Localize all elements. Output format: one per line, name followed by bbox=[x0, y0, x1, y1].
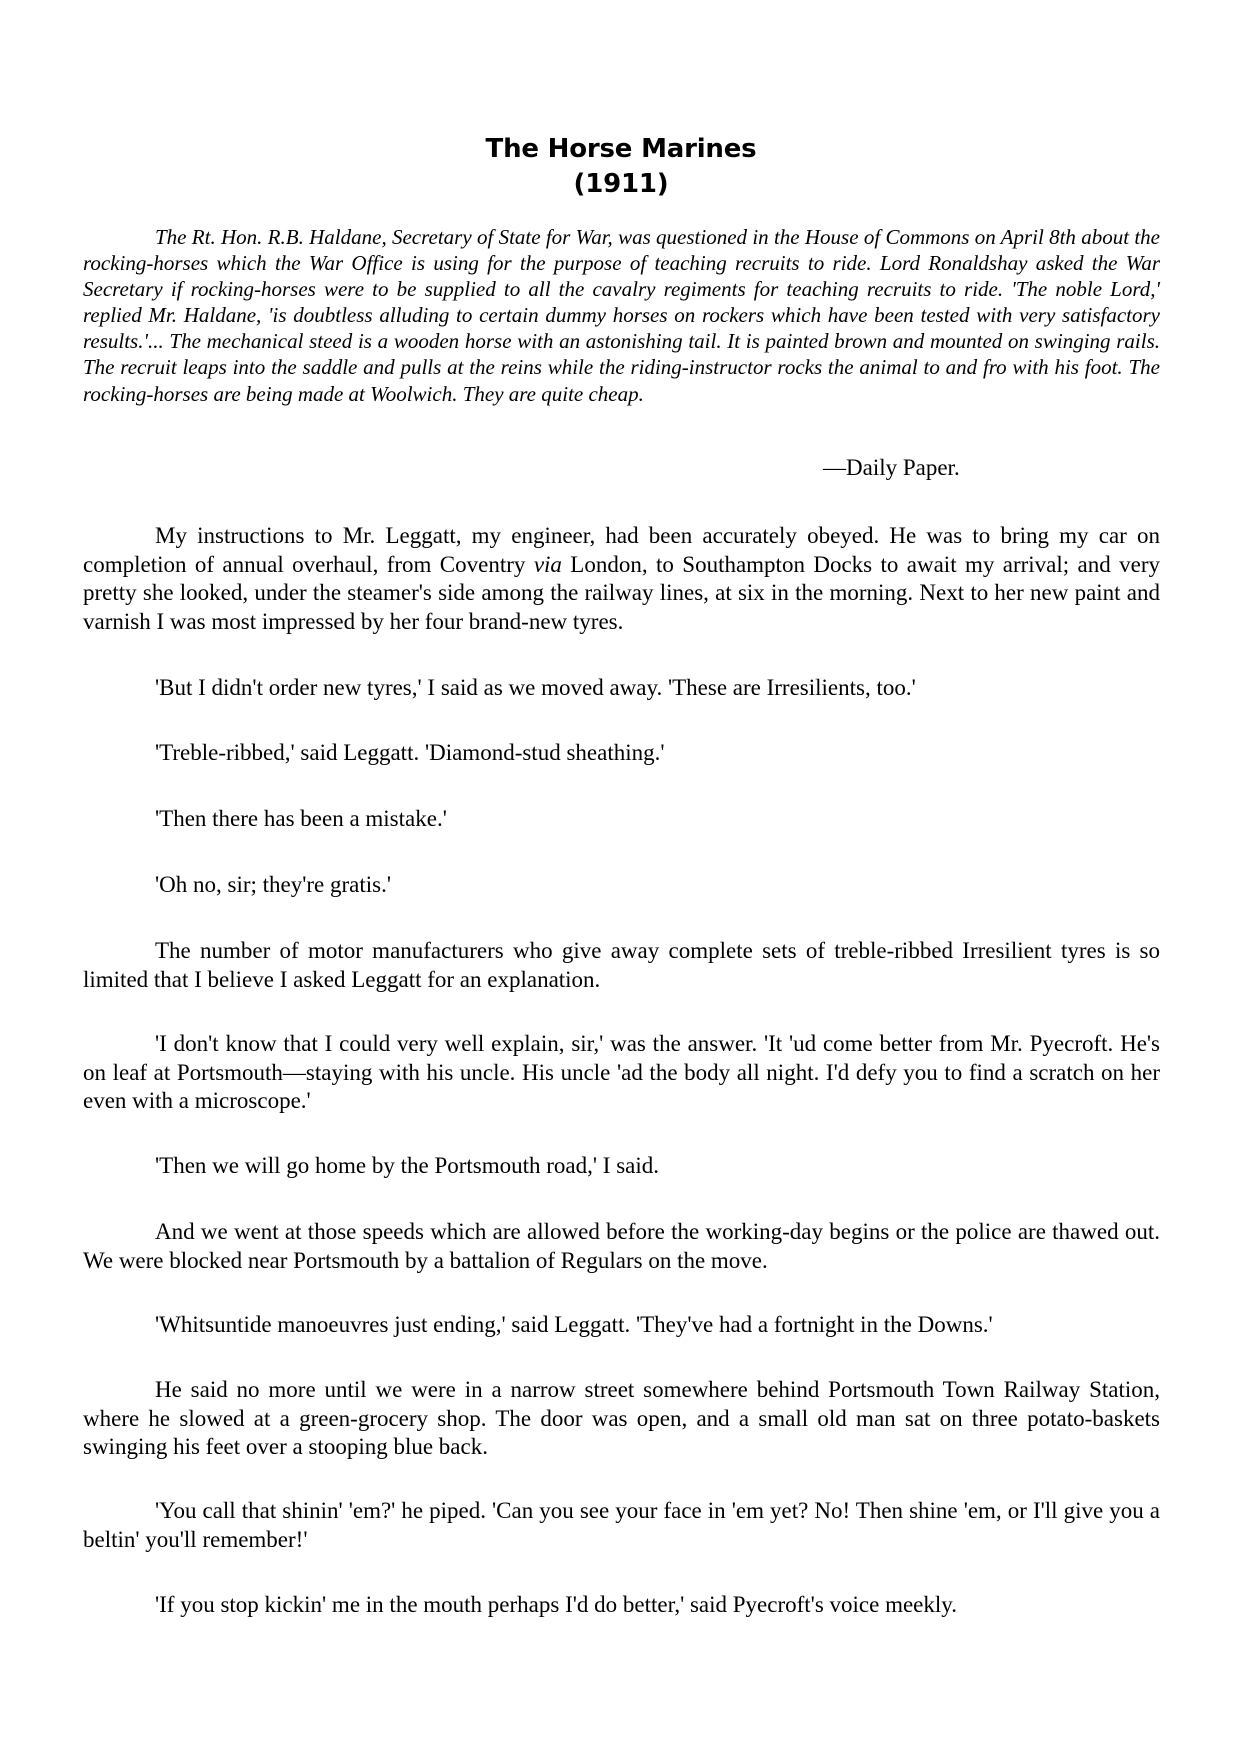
paragraph-6: The number of motor manufacturers who give away complete sets of treble-ribbed Irresilient tyres is so limited that I believe I asked Leggatt for an explanation. bbox=[83, 938, 1160, 992]
paragraph-1 bbox=[83, 522, 1160, 636]
paragraph-9: And we went at those speeds which are allowed before the working-day begins or the police are thawed out. We were blocked near Portsmouth by a battalion of Regulars on the move. bbox=[83, 1219, 1160, 1273]
paragraph-1-part-a: My instructions to Mr. Leggatt, my engineer, had been accurately obeyed. He was to bring my car on completion of annual overhaul, from Coventry bbox=[83, 523, 1160, 577]
paragraph-10: 'Whitsuntide manoeuvres just ending,' said Leggatt. 'They've had a fortnight in the Downs.' bbox=[155, 1312, 993, 1337]
paragraph-5: 'Oh no, sir; they're gratis.' bbox=[155, 872, 391, 897]
paragraph-8: 'Then we will go home by the Portsmouth road,' I said. bbox=[155, 1153, 659, 1178]
paragraph-1-italic: via bbox=[533, 551, 562, 577]
paragraph-4: 'Then there has been a mistake.' bbox=[155, 806, 447, 831]
paragraph-7: 'I don't know that I could very well explain, sir,' was the answer. 'It 'ud come better from Mr. Pyecroft. He's on leaf at Portsmouth—staying with his uncle. His uncle 'ad the body all night. I'd defy you to find a scratch on her even with a microscope.' bbox=[83, 1031, 1160, 1113]
document-year: (1911) bbox=[573, 169, 669, 199]
document-title: The Horse Marines bbox=[485, 134, 757, 164]
paragraph-2: 'But I didn't order new tyres,' I said as we moved away. 'These are Irresilients, too.' bbox=[155, 675, 916, 700]
paragraph-12: 'You call that shinin' 'em?' he piped. 'Can you see your face in 'em yet? No! Then shine 'em, or I'll give you a beltin' you'll remember!' bbox=[83, 1498, 1160, 1552]
paragraph-13: 'If you stop kickin' me in the mouth perhaps I'd do better,' said Pyecroft's voice meekly. bbox=[155, 1592, 958, 1617]
epigraph-attribution: —Daily Paper. bbox=[823, 455, 960, 480]
paragraph-11: He said no more until we were in a narrow street somewhere behind Portsmouth Town Railway Station, where he slowed at a green-grocery shop. The door was open, and a small old man sat on three potato-baskets swinging his feet over a stooping blue back. bbox=[83, 1377, 1160, 1459]
paragraph-1-part-b: London, to Southampton Docks to await my arrival; and very pretty she looked, under the steamer's side among the railway lines, at six in the morning. Next to her new paint and varnish I was most impressed by her four brand-new tyres. bbox=[83, 551, 1161, 634]
epigraph: The Rt. Hon. R.B. Haldane, Secretary of State for War, was questioned in the House of Commons on April 8th about the rocking-horses which the War Office is using for the purpose of teaching recruits to ride. Lord Ronaldshay asked the War Secretary if rocking-horses were to be supplied to all the cavalry regiments for teaching recruits to ride. 'The noble Lord,' replied Mr. Haldane, 'is doubtless alluding to certain dummy horses on rockers which have been tested with very satisfactory results.'... The mechanical steed is a wooden horse with an astonishing tail. It is painted brown and mounted on swinging rails. The recruit leaps into the saddle and pulls at the reins while the riding-instructor rocks the animal to and fro with his foot. The rocking-horses are being made at Woolwich. They are quite cheap. bbox=[83, 225, 1160, 406]
paragraph-3: 'Treble-ribbed,' said Leggatt. 'Diamond-stud sheathing.' bbox=[155, 740, 665, 765]
